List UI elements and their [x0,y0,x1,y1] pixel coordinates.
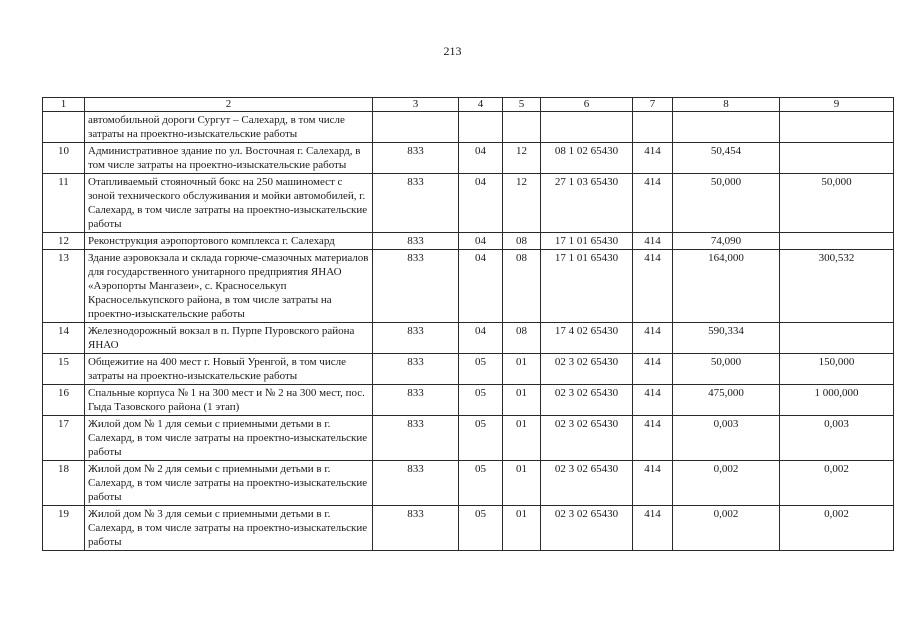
ministry-code-cell: 833 [373,323,459,354]
row-number-cell: 14 [43,323,85,354]
target-article-code-cell: 02 3 02 65430 [541,416,633,461]
section-code-cell [459,112,503,143]
section-code-cell: 05 [459,385,503,416]
subsection-code-cell: 08 [503,250,541,323]
amount-year-1-cell [673,112,780,143]
subsection-code-cell: 08 [503,233,541,250]
table-row [43,416,894,461]
column-header: 5 [503,98,541,112]
amount-year-2-cell: 300,532 [780,250,894,323]
amount-year-2-cell: 1 000,000 [780,385,894,416]
amount-year-1-cell: 0,002 [673,461,780,506]
row-number-cell: 13 [43,250,85,323]
table-row [43,112,894,143]
expense-type-code-cell: 414 [633,174,673,233]
row-number-cell: 16 [43,385,85,416]
subsection-code-cell: 08 [503,323,541,354]
section-code-cell: 04 [459,143,503,174]
object-name-cell: Административное здание по ул. Восточная г. Салехард, в том числе затраты на проектно-изыскательские работы [85,143,373,174]
ministry-code-cell: 833 [373,506,459,551]
table-row [43,506,894,551]
subsection-code-cell: 01 [503,461,541,506]
table-row [43,250,894,323]
target-article-code-cell: 17 1 01 65430 [541,233,633,250]
section-code-cell: 04 [459,233,503,250]
row-number-cell: 15 [43,354,85,385]
amount-year-2-cell: 0,002 [780,461,894,506]
expense-type-code-cell: 414 [633,323,673,354]
amount-year-2-cell: 50,000 [780,174,894,233]
target-article-code-cell: 17 4 02 65430 [541,323,633,354]
column-header: 1 [43,98,85,112]
section-code-cell: 05 [459,354,503,385]
amount-year-1-cell: 50,000 [673,174,780,233]
ministry-code-cell: 833 [373,143,459,174]
target-article-code-cell: 02 3 02 65430 [541,461,633,506]
column-header: 2 [85,98,373,112]
table-body [43,112,894,551]
page-number: 213 [443,44,462,58]
table-row [43,385,894,416]
amount-year-2-cell [780,323,894,354]
amount-year-2-cell: 0,002 [780,506,894,551]
target-article-code-cell: 17 1 01 65430 [541,250,633,323]
section-code-cell: 05 [459,461,503,506]
target-article-code-cell: 02 3 02 65430 [541,354,633,385]
table-header-row [43,98,894,112]
subsection-code-cell: 01 [503,506,541,551]
subsection-code-cell: 01 [503,416,541,461]
section-code-cell: 05 [459,506,503,551]
expense-type-code-cell: 414 [633,250,673,323]
object-name-cell: Общежитие на 400 мест г. Новый Уренгой, в том числе затраты на проектно-изыскательские работы [85,354,373,385]
table-row [43,354,894,385]
expense-type-code-cell: 414 [633,416,673,461]
column-header: 3 [373,98,459,112]
expense-type-code-cell: 414 [633,233,673,250]
amount-year-2-cell [780,143,894,174]
budget-table [42,97,894,551]
amount-year-2-cell: 0,003 [780,416,894,461]
row-number-cell: 18 [43,461,85,506]
expense-type-code-cell: 414 [633,143,673,174]
expense-type-code-cell: 414 [633,354,673,385]
subsection-code-cell: 01 [503,385,541,416]
section-code-cell: 04 [459,174,503,233]
subsection-code-cell: 12 [503,174,541,233]
object-name-cell: Спальные корпуса № 1 на 300 мест и № 2 на 300 мест, пос. Гыда Тазовского района (1 этап) [85,385,373,416]
target-article-code-cell: 08 1 02 65430 [541,143,633,174]
target-article-code-cell: 27 1 03 65430 [541,174,633,233]
column-header: 9 [780,98,894,112]
amount-year-1-cell: 164,000 [673,250,780,323]
target-article-code-cell: 02 3 02 65430 [541,385,633,416]
column-header: 6 [541,98,633,112]
amount-year-1-cell: 0,002 [673,506,780,551]
ministry-code-cell: 833 [373,233,459,250]
object-name-cell: Здание аэровокзала и склада горюче-смазочных материалов для государственного унитарного предприятия ЯНАО «Аэропорты Мангазеи», с. Красноселькуп Красноселькупского района, в том числе затраты на проектно-изыскательские работы [85,250,373,323]
amount-year-2-cell: 150,000 [780,354,894,385]
section-code-cell: 04 [459,323,503,354]
subsection-code-cell: 12 [503,143,541,174]
amount-year-1-cell: 0,003 [673,416,780,461]
amount-year-2-cell [780,233,894,250]
section-code-cell: 05 [459,416,503,461]
ministry-code-cell: 833 [373,174,459,233]
object-name-cell: Жилой дом № 2 для семьи с приемными детьми в г. Салехард, в том числе затраты на проектно-изыскательские работы [85,461,373,506]
subsection-code-cell [503,112,541,143]
section-code-cell: 04 [459,250,503,323]
object-name-cell: Железнодорожный вокзал в п. Пурпе Пуровского района ЯНАО [85,323,373,354]
table-row [43,323,894,354]
ministry-code-cell [373,112,459,143]
column-header: 4 [459,98,503,112]
table-row [43,461,894,506]
table-row [43,233,894,250]
row-number-cell: 19 [43,506,85,551]
amount-year-1-cell: 50,454 [673,143,780,174]
expense-type-code-cell: 414 [633,461,673,506]
column-header: 7 [633,98,673,112]
expense-type-code-cell: 414 [633,506,673,551]
amount-year-2-cell [780,112,894,143]
object-name-cell: Реконструкция аэропортового комплекса г. Салехард [85,233,373,250]
amount-year-1-cell: 590,334 [673,323,780,354]
table-row [43,174,894,233]
target-article-code-cell [541,112,633,143]
expense-type-code-cell [633,112,673,143]
ministry-code-cell: 833 [373,250,459,323]
subsection-code-cell: 01 [503,354,541,385]
column-header: 8 [673,98,780,112]
row-number-cell: 10 [43,143,85,174]
ministry-code-cell: 833 [373,461,459,506]
object-name-cell: Жилой дом № 3 для семьи с приемными детьми в г. Салехард, в том числе затраты на проектно-изыскательские работы [85,506,373,551]
row-number-cell: 11 [43,174,85,233]
row-number-cell: 12 [43,233,85,250]
amount-year-1-cell: 50,000 [673,354,780,385]
table-row [43,143,894,174]
ministry-code-cell: 833 [373,416,459,461]
row-number-cell: 17 [43,416,85,461]
object-name-cell: автомобильной дороги Сургут – Салехард, в том числе затраты на проектно-изыскательские работы [85,112,373,143]
object-name-cell: Отапливаемый стояночный бокс на 250 машиномест с зоной технического обслуживания и мойки автомобилей, г. Салехард, в том числе затраты на проектно-изыскательские работы [85,174,373,233]
ministry-code-cell: 833 [373,385,459,416]
amount-year-1-cell: 74,090 [673,233,780,250]
target-article-code-cell: 02 3 02 65430 [541,506,633,551]
ministry-code-cell: 833 [373,354,459,385]
expense-type-code-cell: 414 [633,385,673,416]
amount-year-1-cell: 475,000 [673,385,780,416]
row-number-cell [43,112,85,143]
object-name-cell: Жилой дом № 1 для семьи с приемными детьми в г. Салехард, в том числе затраты на проектно-изыскательские работы [85,416,373,461]
